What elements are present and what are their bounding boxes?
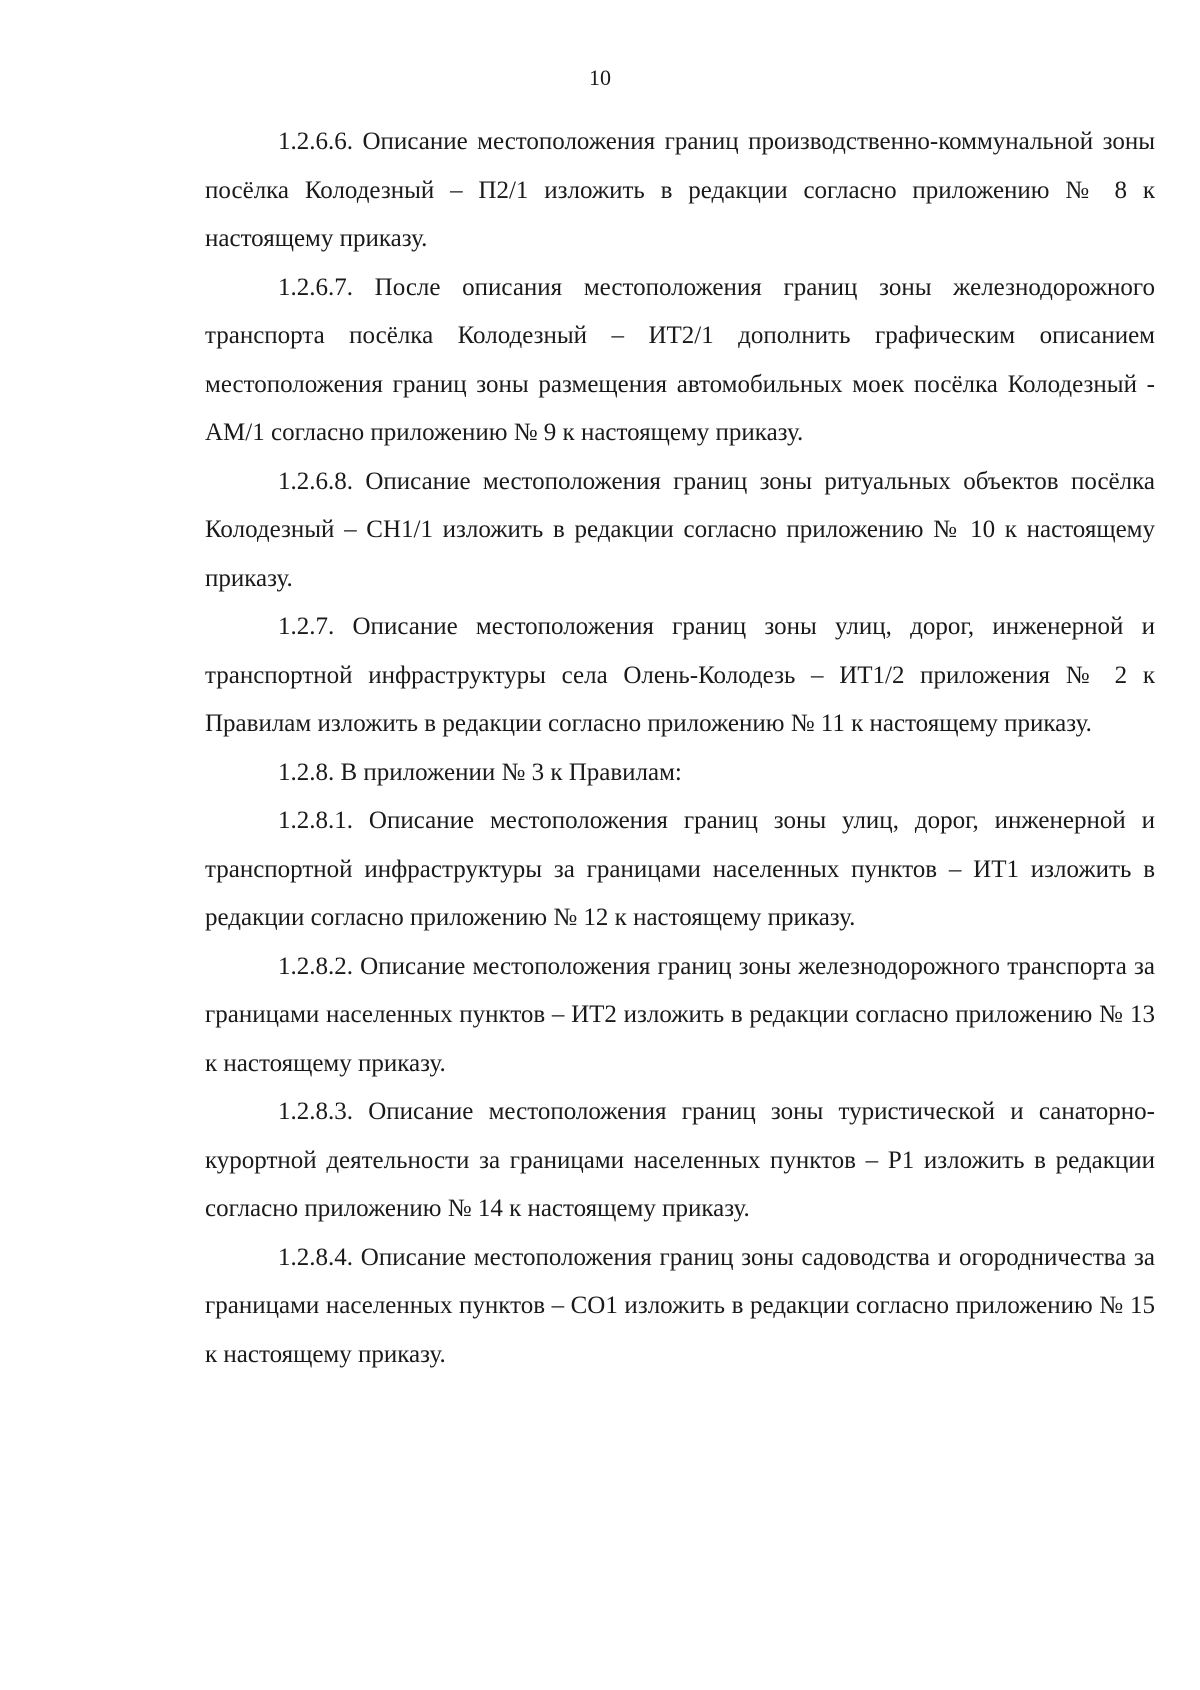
paragraph-1-2-8-3: 1.2.8.3. Описание местоположения границ зоны туристической и санаторно-курортной деятельности за границами населенных пунктов – Р1 изложить в редакции согласно приложению № 14 к настоящему приказу. (205, 1098, 1155, 1222)
paragraph-1-2-8-1: 1.2.8.1. Описание местоположения границ зоны улиц, дорог, инженерной и транспортной инфраструктуры за границами населенных пунктов – ИТ1 изложить в редакции согласно приложению № 12 к настоящему приказу. (205, 807, 1155, 931)
document-body (205, 118, 1155, 1379)
paragraph-1-2-8-2: 1.2.8.2. Описание местоположения границ зоны железнодорожного транспорта за границами населенных пунктов – ИТ2 изложить в редакции согласно приложению № 13 к настоящему приказу. (205, 952, 1155, 1077)
paragraph-1-2-8: 1.2.8. В приложении № 3 к Правилам: (278, 758, 682, 786)
paragraph-1-2-6-8: 1.2.6.8. Описание местоположения границ зоны ритуальных объектов посёлка Колодезный – СН1/1 изложить в редакции согласно приложению № 10 к настоящему приказу. (205, 467, 1155, 592)
paragraph-1-2-7: 1.2.7. Описание местоположения границ зоны улиц, дорог, инженерной и транспортной инфраструктуры села Олень-Колодезь – ИТ1/2 приложения № 2 к Правилам изложить в редакции согласно приложению № 11 к настоящему приказу. (205, 613, 1155, 737)
paragraph-1-2-8-4: 1.2.8.4. Описание местоположения границ зоны садоводства и огородничества за границами населенных пунктов – СО1 изложить в редакции согласно приложению № 15 к настоящему приказу. (205, 1243, 1155, 1368)
paragraph-1-2-6-7: 1.2.6.7. После описания местоположения границ зоны железнодорожного транспорта посёлка Колодезный – ИТ2/1 дополнить графическим описанием местоположения границ зоны размещения автомобильных моек посёлка Колодезный - АМ/1 согласно приложению № 9 к настоящему приказу. (205, 273, 1155, 446)
paragraph-1-2-6-6: 1.2.6.6. Описание местоположения границ производственно-коммунальной зоны посёлка Колодезный – П2/1 изложить в редакции согласно приложению № 8 к настоящему приказу. (205, 128, 1155, 252)
page-number: 10 (589, 65, 611, 90)
